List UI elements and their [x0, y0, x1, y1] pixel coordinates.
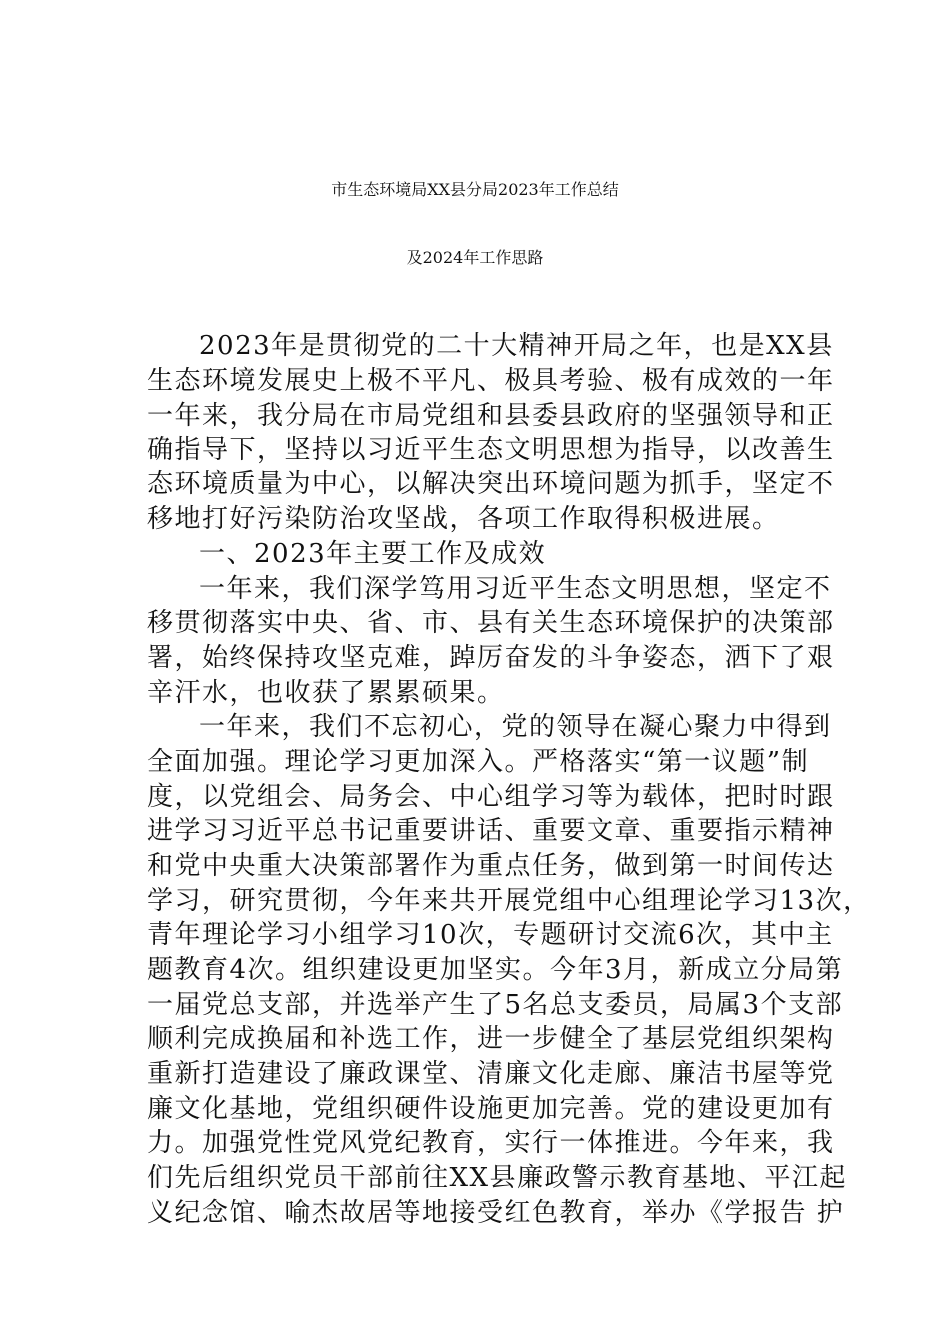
paragraph-line: 学习，研究贯彻，今年来共开展党组中心组理论学习13次，	[147, 886, 871, 916]
paragraph-line: 一年来，我们不忘初心，党的领导在凝心聚力中得到	[199, 712, 832, 742]
paragraph-line: 2023年是贯彻党的二十大精神开局之年，也是XX县	[199, 331, 834, 361]
paragraph-line: 顺利完成换届和补选工作，进一步健全了基层党组织架构	[147, 1024, 835, 1054]
paragraph-line: 一年来，我们深学笃用习近平生态文明思想，坚定不	[199, 574, 832, 604]
document-title-line-2: 及2024年工作思路	[406, 248, 544, 267]
paragraph-line: 义纪念馆、喻杰故居等地接受红色教育，举办《学报告 护	[147, 1198, 845, 1228]
paragraph-line: 和党中央重大决策部署作为重点任务，做到第一时间传达	[147, 851, 835, 881]
paragraph-line: 移地打好污染防治攻坚战，各项工作取得积极进展。	[147, 504, 780, 534]
paragraph-line: 一年来，我分局在市局党组和县委县政府的坚强领导和正	[147, 401, 835, 431]
paragraph-line: 度，以党组会、局务会、中心组学习等为载体，把时时跟	[147, 782, 835, 812]
section-heading: 一、2023年主要工作及成效	[199, 539, 547, 569]
document-title-line-1: 市生态环境局XX县分局2023年工作总结	[331, 180, 619, 199]
paragraph-line: 廉文化基地，党组织硬件设施更加完善。党的建设更加有	[147, 1094, 835, 1124]
paragraph-line: 生态环境发展史上极不平凡、极具考验、极有成效的一年	[147, 366, 835, 396]
paragraph-line: 一届党总支部，并选举产生了5名总支委员，局属3个支部	[147, 990, 844, 1020]
paragraph-line: 们先后组织党员干部前往XX县廉政警示教育基地、平江起	[147, 1163, 848, 1193]
paragraph-line: 态环境质量为中心，以解决突出环境问题为抓手，坚定不	[147, 469, 835, 499]
paragraph-line: 题教育4次。组织建设更加坚实。今年3月，新成立分局第	[147, 955, 844, 985]
paragraph-line: 移贯彻落实中央、省、市、县有关生态环境保护的决策部	[147, 608, 835, 638]
paragraph-line: 辛汗水，也收获了累累硕果。	[147, 678, 505, 708]
paragraph-line: 署，始终保持攻坚克难，踔厉奋发的斗争姿态，洒下了艰	[147, 643, 835, 673]
paragraph-line: 确指导下，坚持以习近平生态文明思想为指导，以改善生	[147, 435, 835, 465]
paragraph-line: 力。加强党性党风党纪教育，实行一体推进。今年来，我	[147, 1128, 835, 1158]
paragraph-line: 进学习习近平总书记重要讲话、重要文章、重要指示精神	[147, 816, 835, 846]
paragraph-line: 全面加强。理论学习更加深入。严格落实“第一议题”制	[147, 747, 810, 777]
paragraph-line: 重新打造建设了廉政课堂、清廉文化走廊、廉洁书屋等党	[147, 1059, 835, 1089]
paragraph-line: 青年理论学习小组学习10次，专题研讨交流6次，其中主	[147, 920, 834, 950]
